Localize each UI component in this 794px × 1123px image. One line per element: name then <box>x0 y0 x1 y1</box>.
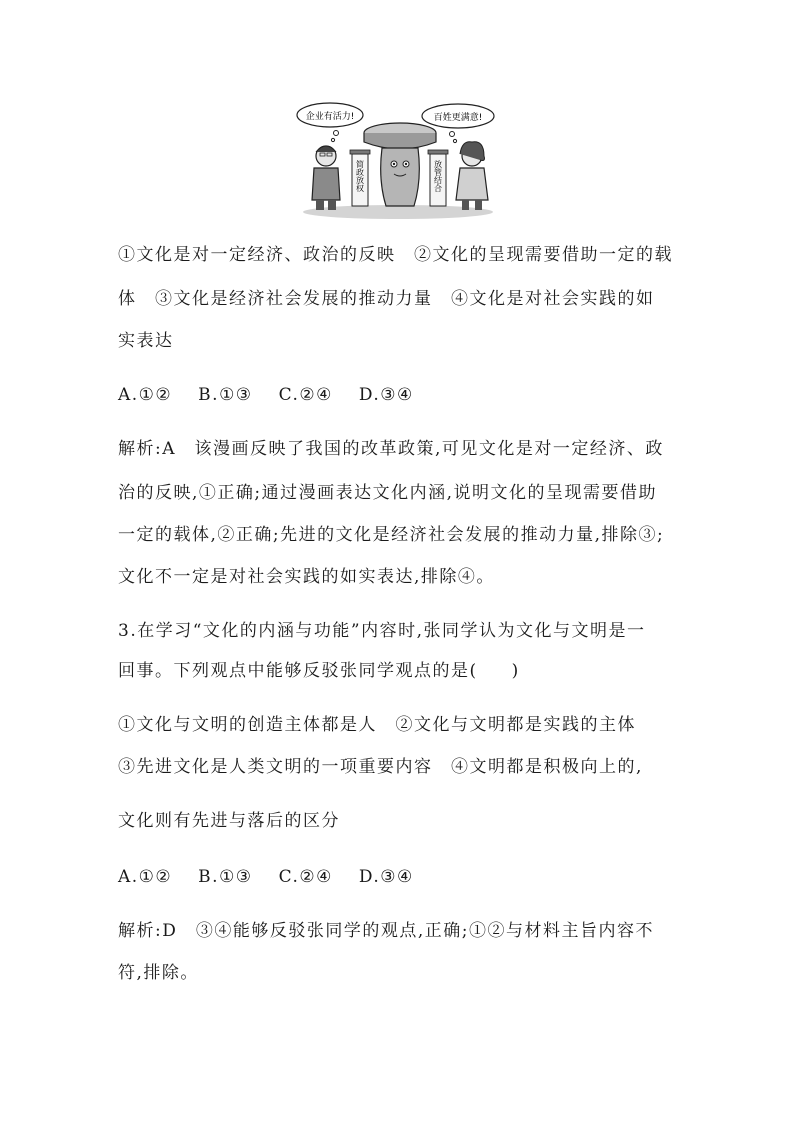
left-scroll-text: 简政放权 <box>355 160 365 192</box>
q2-statement-line-1: ①文化是对一定经济、政治的反映 ②文化的呈现需要借助一定的载 <box>118 245 673 265</box>
left-speech-bubble-text: 企业有活力! <box>305 112 355 122</box>
q2-analysis-line-2: 治的反映,①正确;通过漫画表达文化内涵,说明文化的呈现需要借助 <box>118 483 658 503</box>
q2-analysis-line-1: 解析:A 该漫画反映了我国的改革政策,可见文化是对一定经济、政 <box>118 439 664 459</box>
q2-option-d: D.③④ <box>358 385 414 405</box>
q2-option-c: C.②④ <box>278 385 333 405</box>
q3-options <box>118 866 440 888</box>
q3-statement-line-1: ①文化与文明的创造主体都是人 ②文化与文明都是实践的主体 <box>118 715 636 735</box>
q3-option-b: B.①③ <box>198 867 253 887</box>
q2-options <box>118 384 440 406</box>
q3-option-c: C.②④ <box>278 867 333 887</box>
q3-stem-line-2 <box>118 660 520 682</box>
q3-stem-line-1: 3.在学习“文化的内涵与功能”内容时,张同学认为文化与文明是一 <box>118 621 646 641</box>
q2-analysis-line-3: 一定的载体,②正确;先进的文化是经济社会发展的推动力量,排除③; <box>118 525 665 545</box>
q3-option-d: D.③④ <box>358 867 414 887</box>
q3-stem-paren-close: ) <box>511 661 520 681</box>
q2-analysis-line-4: 文化不一定是对社会实践的如实表达,排除④。 <box>118 567 495 587</box>
q2-statement-line-2: 体 ③文化是经济社会发展的推动力量 ④文化是对社会实践的如 <box>118 289 655 309</box>
q3-analysis-line-1: 解析:D ③④能够反驳张同学的观点,正确;①②与材料主旨内容不 <box>118 921 654 941</box>
q3-analysis-line-2: 符,排除。 <box>118 963 199 983</box>
q3-option-a: A.①② <box>118 867 173 887</box>
reform-cartoon-illustration <box>290 100 505 220</box>
right-scroll-text: 放管结合 <box>433 160 443 192</box>
q3-stem-text: 回事。下列观点中能够反驳张同学观点的是( <box>118 661 478 681</box>
right-speech-bubble-text: 百姓更满意! <box>433 113 483 123</box>
q3-statement-line-3: 文化则有先进与落后的区分 <box>118 811 340 831</box>
q2-option-b: B.①③ <box>198 385 253 405</box>
q2-statement-line-3: 实表达 <box>118 331 174 351</box>
q2-option-a: A.①② <box>118 385 173 405</box>
q3-statement-line-2: ③先进文化是人类文明的一项重要内容 ④文明都是积极向上的, <box>118 757 643 777</box>
